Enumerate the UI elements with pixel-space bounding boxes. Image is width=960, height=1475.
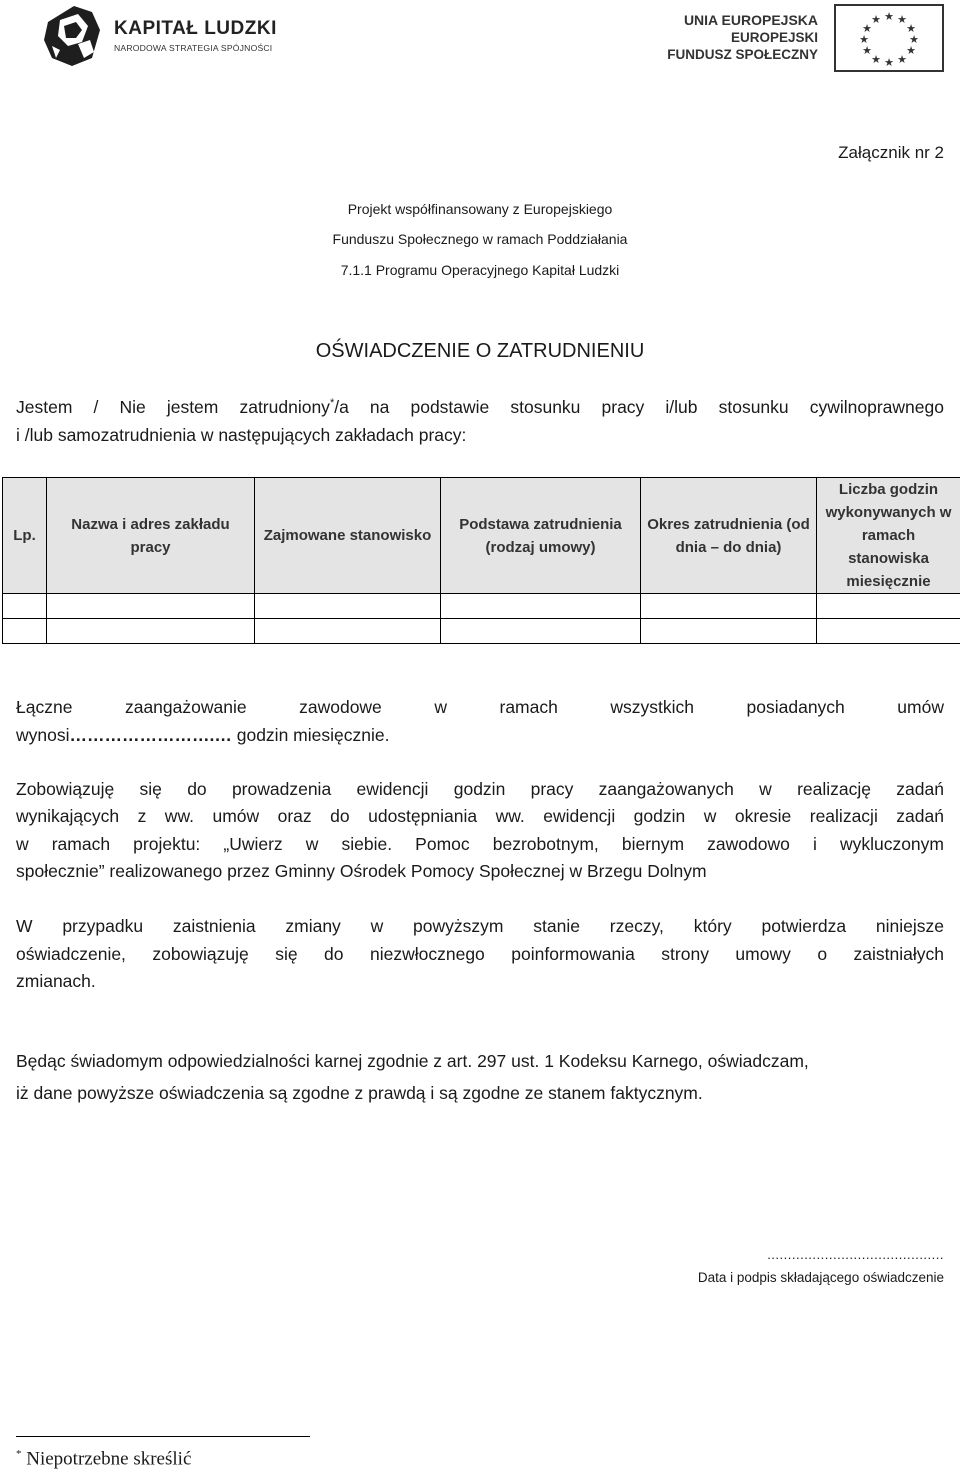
header-position: Zajmowane stanowisko: [255, 478, 441, 594]
commitment-line-1: Zobowiązuję się do prowadzenia ewidencji godzin pracy zaangażowanych w realizację zadań: [16, 779, 944, 799]
header-employer: Nazwa i adres zakładu pracy: [47, 478, 255, 594]
commitment-line-4: społecznie” realizowanego przez Gminny Ośrodek Pomocy Społecznej w Brzegu Dolnym: [16, 861, 707, 881]
cell-contract-basis[interactable]: [441, 619, 641, 644]
header-contract-basis: Podstawa zatrudnienia (rodzaj umowy): [441, 478, 641, 594]
hours-blank[interactable]: …………………….…: [69, 725, 232, 745]
cell-lp[interactable]: [3, 594, 47, 619]
cell-position[interactable]: [255, 619, 441, 644]
engagement-line-2: [16, 722, 944, 750]
eu-logo-line2: EUROPEJSKI: [730, 30, 818, 45]
project-line-3: 7.1.1 Programu Operacyjnego Kapitał Ludzki: [340, 262, 620, 278]
annex-number: Załącznik nr 2: [838, 143, 944, 162]
eu-logo: [666, 4, 946, 74]
svg-text:★: ★: [884, 10, 894, 23]
cell-monthly-hours[interactable]: [817, 619, 960, 644]
footnote-divider: [16, 1436, 310, 1437]
intro-employment-status: Jestem / Nie jestem zatrudniony: [16, 397, 330, 417]
cell-period[interactable]: [641, 619, 817, 644]
logo-left-title: KAPITAŁ LUDZKI: [114, 18, 277, 39]
commitment-line-3: w ramach projektu: „Uwierz w siebie. Pomoc bezrobotnym, biernym zawodowo i wykluczonym: [16, 834, 944, 854]
change-line-2: oświadczenie, zobowiązuję się do niezwłocznego poinformowania strony umowy o zaistniałych: [16, 944, 944, 964]
cell-employer[interactable]: [47, 619, 255, 644]
table-row: [3, 594, 960, 619]
liability-line-1: Będąc świadomym odpowiedzialności karnej zgodnie z art. 297 ust. 1 Kodeksu Karnego, oświadczam,: [16, 1051, 809, 1071]
header-period: Okres zatrudnienia (od dnia – do dnia): [641, 478, 817, 594]
header-monthly-hours: Liczba godzin wykonywanych w ramach stanowiska miesięcznie: [817, 478, 960, 594]
svg-text:★: ★: [871, 53, 881, 66]
footnote-text: Niepotrzebne skreślić: [21, 1448, 192, 1470]
table-row: [3, 619, 960, 644]
signature-caption: Data i podpis składającego oświadczenie: [697, 1270, 944, 1285]
svg-text:★: ★: [862, 22, 872, 35]
svg-text:★: ★: [862, 44, 872, 57]
svg-text:★: ★: [906, 44, 916, 57]
footnote-reference: *: [329, 397, 335, 410]
change-line-3: zmianach.: [16, 971, 96, 991]
engagement-line-1: Łączne zaangażowanie zawodowe w ramach wszystkich posiadanych umów: [16, 697, 944, 717]
intro-line-2: i /lub samozatrudnienia w następujących zakładach pracy:: [16, 425, 467, 445]
liability-line-2: iż dane powyższe oświadczenia są zgodne z prawdą i są zgodne ze stanem faktycznym.: [16, 1083, 703, 1103]
table-header-row: [3, 478, 960, 594]
svg-text:★: ★: [906, 22, 916, 35]
cell-monthly-hours[interactable]: [817, 594, 960, 619]
cell-lp[interactable]: [3, 619, 47, 644]
svg-text:★: ★: [897, 13, 907, 26]
svg-text:★: ★: [897, 53, 907, 66]
change-line-1: W przypadku zaistnienia zmiany w powyższym stanie rzeczy, który potwierdza niniejsze: [16, 916, 944, 936]
project-line-1: Projekt współfinansowany z Europejskiego: [347, 201, 613, 217]
footnote: [16, 1448, 191, 1470]
project-line-2: Funduszu Społecznego w ramach Poddziałania: [332, 231, 628, 247]
kapital-ludzki-emblem-icon: [42, 2, 104, 68]
header-lp: Lp.: [3, 478, 47, 594]
signature-line[interactable]: ...........................................: [767, 1247, 944, 1262]
footnote-mark: *: [16, 1448, 22, 1460]
engagement-suffix: godzin miesięcznie.: [231, 725, 390, 745]
eu-flag-icon: [834, 4, 944, 72]
svg-text:★: ★: [884, 56, 894, 69]
kapital-ludzki-logo: [42, 2, 302, 70]
commitment-line-2: wynikających z ww. umów oraz do udostępniania ww. ewidencji godzin w okresie realizacji zadań: [16, 806, 944, 826]
intro-basis: /a na podstawie stosunku pracy i/lub stosunku cywilnoprawnego: [334, 397, 944, 417]
document-title: OŚWIADCZENIE O ZATRUDNIENIU: [315, 340, 645, 362]
logo-left-subtitle: NARODOWA STRATEGIA SPÓJNOŚCI: [114, 43, 273, 53]
cell-period[interactable]: [641, 594, 817, 619]
intro-line-1: [16, 394, 944, 422]
engagement-prefix: wynosi: [16, 725, 70, 745]
employment-table: [2, 477, 960, 644]
svg-text:★: ★: [909, 33, 919, 46]
eu-logo-line3: FUNDUSZ SPOŁECZNY: [667, 47, 818, 62]
eu-logo-line1: UNIA EUROPEJSKA: [683, 12, 818, 28]
svg-text:★: ★: [859, 33, 869, 46]
svg-text:★: ★: [871, 13, 881, 26]
cell-employer[interactable]: [47, 594, 255, 619]
cell-contract-basis[interactable]: [441, 594, 641, 619]
cell-position[interactable]: [255, 594, 441, 619]
